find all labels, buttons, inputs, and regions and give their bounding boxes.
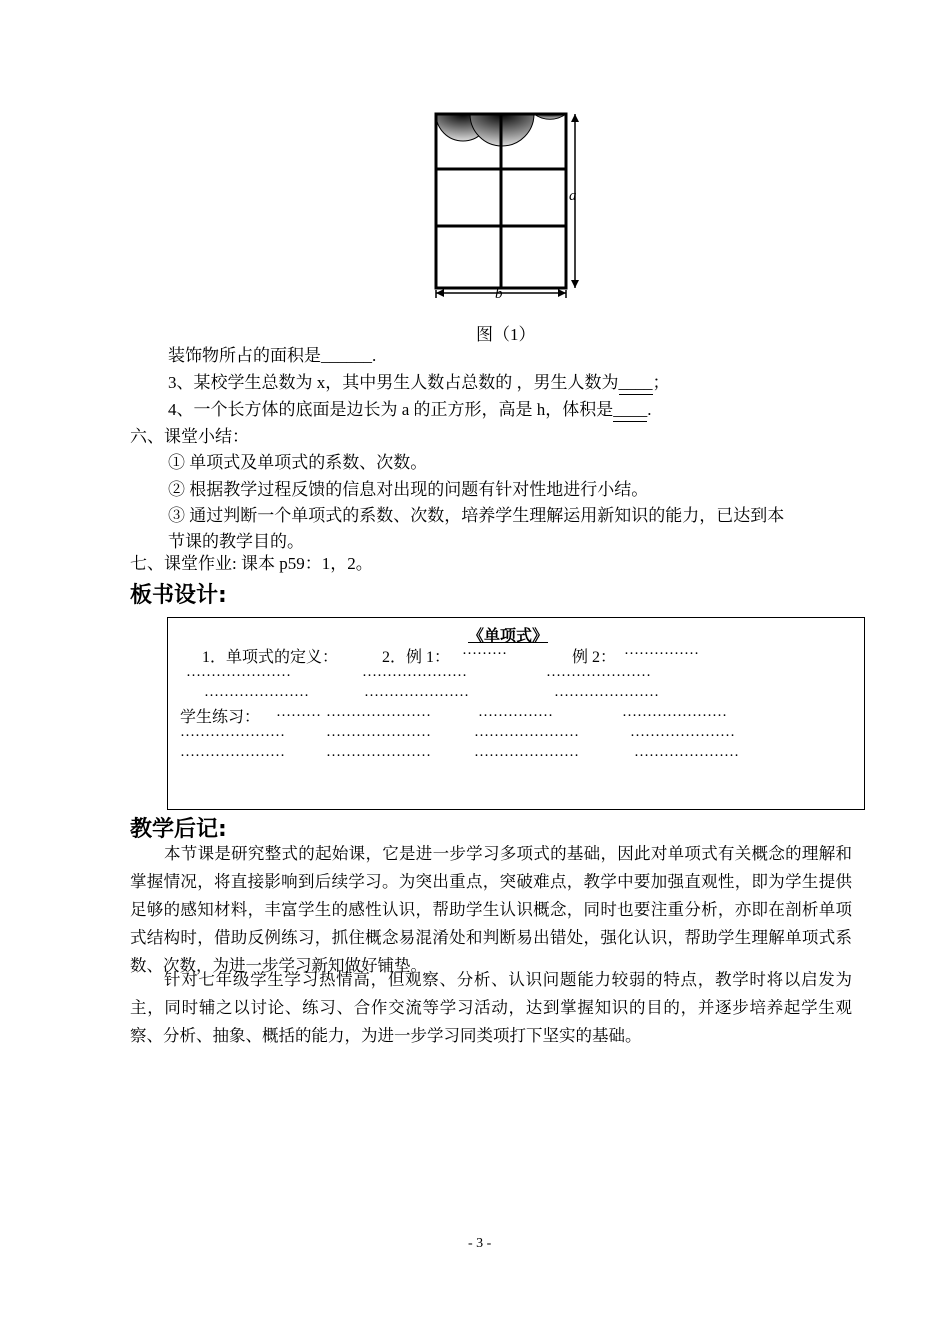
notes-paragraph-1: 本节课是研究整式的起始课，它是进一步学习多项式的基础，因此对单项式有关概念的理解和掌握情况，将直接影响到后续学习。为突出重点，突破难点，教学中要加强直观性，即为学生提供足够的感知材料，丰富学生的感性认识，帮助学生认识概念，同时也要注重分析，亦即在剖析单项式结构时，借助反例练习，抓住概念易混淆处和判断易出错处，强化认识，帮助学生理解单项式系数、次数，为进一步学习新知做好铺垫。 — [130, 844, 852, 975]
summary-item-2: ② 根据教学过程反馈的信息对出现的问题有针对性地进行小结。 — [168, 480, 649, 499]
board-example-2: 例 2： — [572, 649, 617, 666]
dots: ………………… — [204, 684, 309, 700]
dots: ………………… — [326, 724, 431, 740]
board-design-box — [167, 617, 865, 810]
board-definition: 1．单项式的定义： — [202, 649, 339, 666]
dots: ………………… — [326, 704, 431, 720]
line-boys: 3、某校学生总数为 x，其中男生人数占总数的 ，男生人数为____； — [168, 372, 670, 395]
section-homework: 七、课堂作业: 课本 p59：1，2。 — [130, 554, 373, 573]
dots: ………………… — [180, 744, 285, 760]
summary-item-1: ① 单项式及单项式的系数、次数。 — [168, 453, 428, 472]
board-title: 《单项式》 — [468, 628, 549, 645]
dots: ………………… — [474, 744, 579, 760]
summary-item-3: ③ 通过判断一个单项式的系数、次数，培养学生理解运用新知识的能力，已达到本 — [168, 506, 785, 525]
notes-heading: 教学后记: — [130, 817, 227, 842]
dots: ………………… — [630, 724, 735, 740]
dots: …………… — [478, 704, 553, 720]
line-area: 装饰物所占的面积是______. — [168, 346, 377, 365]
dots: ………………… — [634, 744, 739, 760]
board-example-1: 2．例 1： — [382, 649, 451, 666]
dots: ………………… — [180, 724, 285, 740]
dots: ………………… — [364, 684, 469, 700]
dots: ………………… — [474, 724, 579, 740]
dots: …………… — [624, 642, 699, 658]
dots: ………………… — [546, 664, 651, 680]
figure-caption: 图（1） — [476, 325, 536, 344]
dots: ………………… — [554, 684, 659, 700]
dots: ……… — [276, 704, 321, 720]
notes-paragraph-2: 针对七年级学生学习热情高，但观察、分析、认识问题能力较弱的特点，教学时将以启发为主，同时辅之以讨论、练习、合作交流等学习活动，达到掌握知识的目的，并逐步培养起学生观察、分析、抽象、概括的能力，为进一步学习同类项打下坚实的基础。 — [130, 970, 852, 1045]
dots: ………………… — [326, 744, 431, 760]
summary-item-3-cont: 节课的教学目的。 — [168, 532, 304, 551]
label-a: a — [569, 188, 577, 204]
line-volume: 4、一个长方体的底面是边长为 a 的正方形，高是 h，体积是____. — [168, 399, 652, 422]
dots: ………………… — [622, 704, 727, 720]
dots: ………………… — [362, 664, 467, 680]
section-summary: 六、课堂小结： — [130, 427, 249, 446]
window-figure — [425, 108, 595, 300]
board-practice: 学生练习： — [180, 709, 261, 726]
page-number: - 3 - — [468, 1236, 492, 1251]
label-b: b — [495, 286, 503, 300]
dots: ……… — [462, 642, 507, 658]
board-heading: 板书设计: — [130, 583, 227, 608]
dots: ………………… — [186, 664, 291, 680]
